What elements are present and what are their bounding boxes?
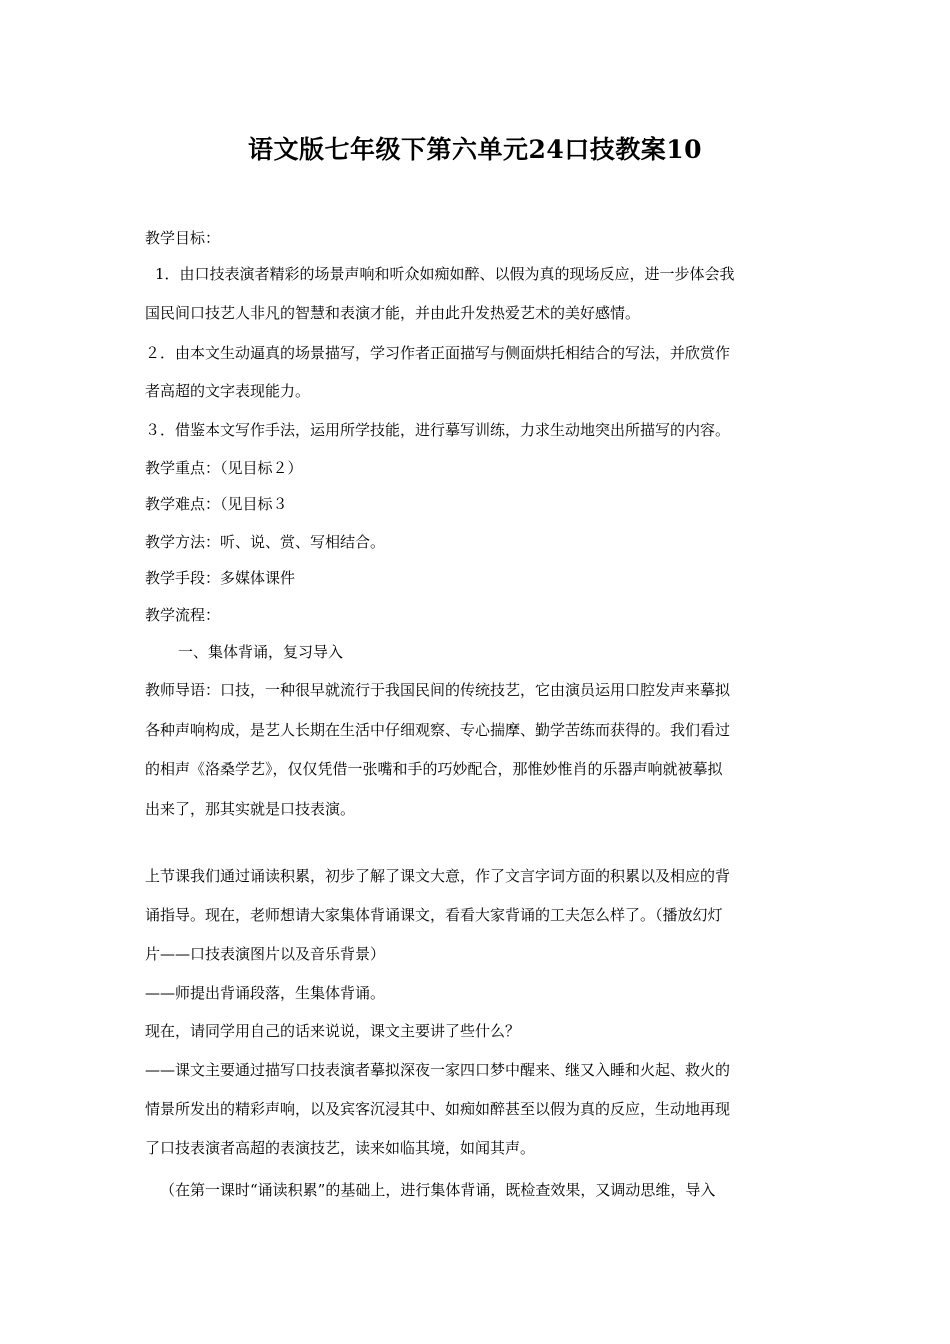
text-line: 教学难点：（见目标３ (145, 495, 288, 513)
text-line: 各种声响构成，是艺人长期在生活中仔细观察、专心揣摩、勤学苦练而获得的。我们看过 (145, 721, 731, 739)
text-line: 片——口技表演图片以及音乐背景） (145, 945, 386, 963)
text-line: 教学重点：（见目标２） (145, 459, 303, 477)
text-line: 出来了，那其实就是口技表演。 (145, 800, 356, 818)
text-line: 教学流程： (145, 606, 221, 624)
text-line: ２．由本文生动逼真的场景描写，学习作者正面描写与侧面烘托相结合的写法，并欣赏作 (145, 344, 731, 362)
text-line: 教学目标： (145, 229, 221, 247)
text-line: ３．借鉴本文写作手法，运用所学技能，进行摹写训练，力求生动地突出所描写的内容。 (145, 421, 731, 439)
text-line: 诵指导。现在，老师想请大家集体背诵课文，看看大家背诵的工夫怎么样了。（播放幻灯 (145, 906, 723, 924)
document-title: 语文版七年级下第六单元24口技教案10 (247, 135, 703, 164)
text-line: 国民间口技艺人非凡的智慧和表演才能，并由此升发热爱艺术的美好感情。 (145, 304, 641, 322)
text-line: 教学手段：多媒体课件 (145, 569, 296, 587)
text-line: 教学方法：听、说、赏、写相结合。 (145, 533, 386, 551)
text-line: 1．由口技表演者精彩的场景声响和听众如痴如醉、以假为真的现场反应，进一步体会我 (155, 265, 735, 283)
text-line: （在第一课时“诵读积累”的基础上，进行集体背诵，既检查效果，又调动思维，导入 (160, 1181, 716, 1199)
text-line: 者高超的文字表现能力。 (145, 382, 311, 400)
text-line: ——课文主要通过描写口技表演者摹拟深夜一家四口梦中醒来、继又入睡和火起、救火的 (145, 1061, 731, 1079)
text-line: 教师导语：口技，一种很早就流行于我国民间的传统技艺，它由演员运用口腔发声来摹拟 (145, 681, 731, 699)
text-line: 的相声《洛桑学艺》，仅仅凭借一张嘴和手的巧妙配合，那惟妙惟肖的乐器声响就被摹拟 (145, 760, 723, 778)
text-line: 情景所发出的精彩声响，以及宾客沉浸其中、如痴如醉甚至以假为真的反应，生动地再现 (145, 1100, 731, 1118)
section-heading: 一、集体背诵，复习导入 (178, 643, 344, 661)
text-line: 了口技表演者高超的表演技艺，读来如临其境，如闻其声。 (145, 1139, 536, 1157)
text-line: 上节课我们通过诵读积累，初步了解了课文大意，作了文言字词方面的积累以及相应的背 (145, 867, 731, 885)
text-line: 现在，请同学用自己的话来说说，课文主要讲了些什么？ (145, 1022, 521, 1040)
text-line: ——师提出背诵段落，生集体背诵。 (145, 984, 386, 1002)
